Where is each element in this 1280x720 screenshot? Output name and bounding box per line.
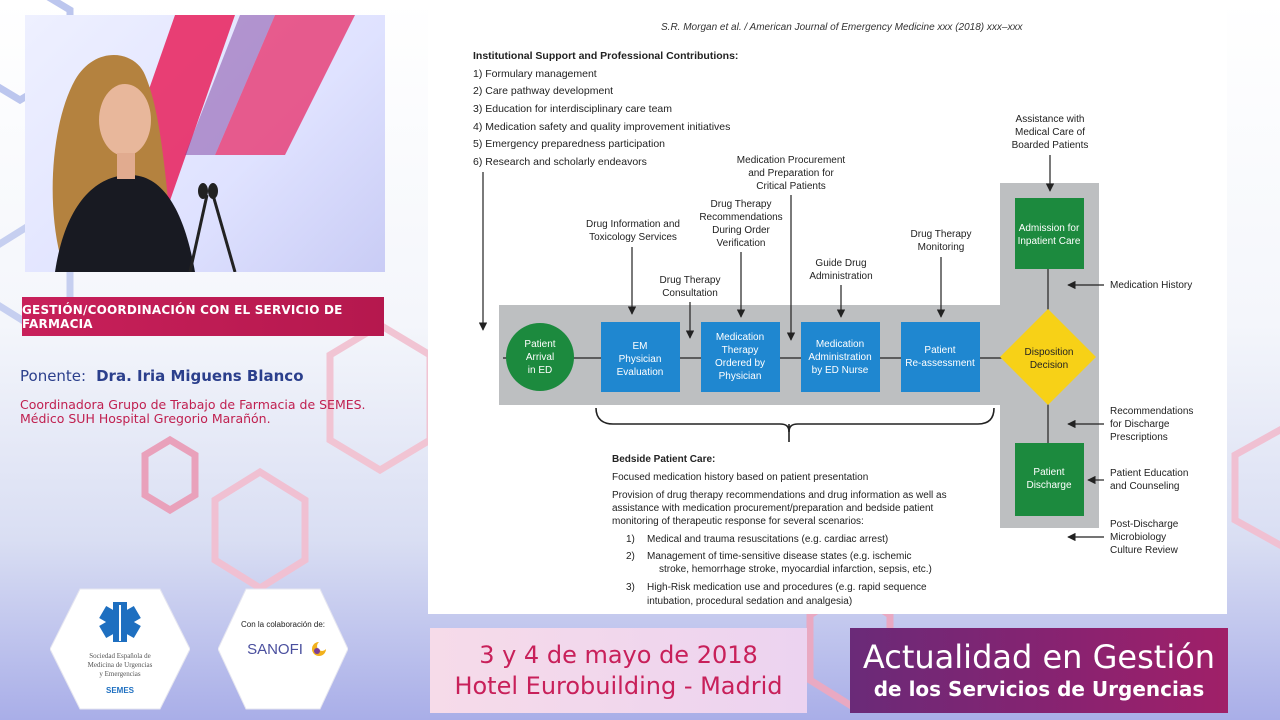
bedside-care-text bbox=[612, 454, 947, 607]
svg-text:Ordered by: Ordered by bbox=[714, 358, 766, 369]
svg-text:Patient: Patient bbox=[524, 339, 556, 350]
svg-text:Management of time-sensitive d: Management of time-sensitive disease states (e.g. ischemic bbox=[647, 551, 912, 562]
svg-text:intubation, procedural sedatio: intubation, procedural sedation and analgesia) bbox=[647, 596, 853, 607]
callout-patient-education bbox=[1088, 468, 1188, 492]
svg-text:Patient Education: Patient Education bbox=[1110, 468, 1189, 479]
svg-text:Decision: Decision bbox=[1029, 360, 1069, 371]
svg-text:Administration: Administration bbox=[808, 352, 872, 363]
svg-text:Recommendations: Recommendations bbox=[1110, 406, 1194, 417]
svg-text:Assistance with: Assistance with bbox=[1015, 114, 1085, 125]
speaker-line bbox=[20, 367, 304, 385]
bedside-brace bbox=[596, 408, 994, 432]
svg-text:Microbiology: Microbiology bbox=[1110, 532, 1167, 543]
callout-boarded-patients bbox=[1012, 114, 1089, 191]
svg-text:Monitoring: Monitoring bbox=[917, 242, 965, 253]
paper-header: S.R. Morgan et al. / American Journal of Emergency Medicine xxx (2018) xxx–xxx bbox=[661, 22, 1023, 33]
svg-text:1): 1) bbox=[626, 534, 635, 545]
svg-text:Con la colaboración de:: Con la colaboración de: bbox=[240, 620, 326, 629]
medication-administration-node bbox=[801, 322, 880, 392]
em-evaluation-node bbox=[601, 322, 680, 392]
svg-text:Inpatient Care: Inpatient Care bbox=[1017, 236, 1081, 247]
svg-text:Arrival: Arrival bbox=[525, 352, 555, 363]
patient-arrival-node bbox=[506, 323, 574, 391]
svg-text:Re-assessment: Re-assessment bbox=[905, 358, 975, 369]
svg-text:Medicina de Urgencias: Medicina de Urgencias bbox=[87, 661, 153, 669]
svg-text:in ED: in ED bbox=[527, 365, 553, 376]
institutional-list bbox=[473, 68, 730, 168]
svg-text:for Discharge: for Discharge bbox=[1110, 419, 1170, 430]
speaker-video bbox=[25, 15, 385, 272]
speaker-illustration bbox=[25, 15, 385, 272]
svg-text:assistance with medication pro: assistance with medication procurement/preparation and bedside patient bbox=[612, 503, 934, 514]
event-subtitle: de los Servicios de Urgencias bbox=[873, 676, 1205, 701]
svg-text:SANOFI: SANOFI bbox=[247, 641, 303, 658]
speaker-affiliation: Médico SUH Hospital Gregorio Marañón. bbox=[20, 411, 271, 426]
svg-text:Provision of drug therapy reco: Provision of drug therapy recommendations and drug information as well as bbox=[612, 490, 947, 501]
svg-text:Recommendations: Recommendations bbox=[699, 212, 783, 223]
svg-text:Toxicology Services: Toxicology Services bbox=[589, 232, 677, 243]
svg-text:Critical Patients: Critical Patients bbox=[756, 181, 826, 192]
svg-text:Post-Discharge: Post-Discharge bbox=[1110, 519, 1179, 530]
svg-text:by ED Nurse: by ED Nurse bbox=[811, 365, 869, 376]
svg-text:Medical Care of: Medical Care of bbox=[1014, 127, 1086, 138]
svg-text:Patient: Patient bbox=[1033, 467, 1065, 478]
svg-text:EM: EM bbox=[632, 341, 648, 352]
svg-text:Admission for: Admission for bbox=[1018, 223, 1080, 234]
svg-text:Disposition: Disposition bbox=[1024, 347, 1074, 358]
svg-text:stroke, hemorrhage stroke, myo: stroke, hemorrhage stroke, myocardial infarction, sepsis, etc.) bbox=[659, 564, 932, 575]
callout-drug-information bbox=[586, 219, 680, 314]
reassessment-node bbox=[901, 322, 980, 392]
svg-text:Drug Therapy: Drug Therapy bbox=[910, 229, 972, 240]
event-title: Actualidad en Gestión bbox=[862, 637, 1216, 676]
svg-text:Guide Drug: Guide Drug bbox=[815, 258, 867, 269]
svg-text:Patient: Patient bbox=[924, 345, 956, 356]
svg-text:3): 3) bbox=[626, 582, 635, 593]
svg-text:and Preparation for: and Preparation for bbox=[748, 168, 834, 179]
institutional-item: 6) Research and scholarly endeavors bbox=[473, 156, 647, 168]
svg-text:Verification: Verification bbox=[716, 238, 766, 249]
semes-logo bbox=[50, 587, 190, 712]
patient-discharge-node bbox=[1015, 443, 1084, 516]
event-date-box bbox=[430, 628, 807, 713]
svg-text:Physician: Physician bbox=[718, 371, 762, 382]
svg-text:Drug Therapy: Drug Therapy bbox=[659, 275, 721, 286]
institutional-item: 1) Formulary management bbox=[473, 68, 597, 80]
svg-text:Evaluation: Evaluation bbox=[616, 367, 664, 378]
svg-text:Medication History: Medication History bbox=[1110, 280, 1193, 291]
callout-drug-monitoring bbox=[911, 229, 972, 317]
svg-text:During Order: During Order bbox=[712, 225, 770, 236]
svg-text:Drug Information and: Drug Information and bbox=[586, 219, 680, 230]
svg-text:Culture Review: Culture Review bbox=[1110, 545, 1178, 556]
admission-node bbox=[1015, 198, 1084, 269]
ed-pharmacist-diagram bbox=[428, 0, 1227, 614]
institutional-item: 3) Education for interdisciplinary care team bbox=[473, 103, 673, 115]
event-venue: Hotel Eurobuilding - Madrid bbox=[454, 671, 783, 700]
svg-text:Medication: Medication bbox=[815, 339, 865, 350]
speaker-name: Dra. Iria Miguens Blanco bbox=[96, 367, 304, 385]
bedside-p1: Focused medication history based on patient presentation bbox=[612, 472, 869, 483]
svg-text:Physician: Physician bbox=[618, 354, 662, 365]
institutional-item: 5) Emergency preparedness participation bbox=[473, 138, 666, 150]
svg-text:Drug Therapy: Drug Therapy bbox=[710, 199, 772, 210]
svg-text:Medication: Medication bbox=[715, 332, 765, 343]
callout-drug-recommendations bbox=[699, 199, 782, 317]
svg-text:monitoring of therapeutic resp: monitoring of therapeutic response for several scenarios: bbox=[612, 516, 864, 527]
svg-text:Medication Procurement: Medication Procurement bbox=[736, 155, 846, 166]
svg-text:High-Risk medication use and p: High-Risk medication use and procedures (e.g. rapid sequence bbox=[647, 582, 927, 593]
svg-text:Medical and trauma resuscitati: Medical and trauma resuscitations (e.g. cardiac arrest) bbox=[647, 534, 889, 545]
svg-text:Therapy: Therapy bbox=[721, 345, 759, 356]
institutional-item: 4) Medication safety and quality improvement initiatives bbox=[473, 121, 731, 133]
slide-document bbox=[428, 0, 1227, 614]
svg-text:Sociedad Española de: Sociedad Española de bbox=[89, 652, 151, 660]
bedside-title: Bedside Patient Care: bbox=[612, 454, 716, 465]
speaker-role: Coordinadora Grupo de Trabajo de Farmacia de SEMES. bbox=[20, 397, 366, 412]
svg-text:Prescriptions: Prescriptions bbox=[1110, 432, 1168, 443]
svg-text:Boarded Patients: Boarded Patients bbox=[1011, 140, 1089, 151]
session-banner: GESTIÓN/COORDINACIÓN CON EL SERVICIO DE FARMACIA bbox=[22, 297, 384, 336]
sanofi-logo bbox=[218, 587, 348, 712]
svg-text:Administration: Administration bbox=[809, 271, 873, 282]
svg-text:SEMES: SEMES bbox=[105, 686, 135, 695]
medication-ordered-node bbox=[701, 322, 780, 392]
institutional-title: Institutional Support and Professional Contributions: bbox=[473, 50, 739, 62]
svg-text:2): 2) bbox=[626, 551, 635, 562]
event-title-box bbox=[850, 628, 1228, 713]
svg-text:Discharge: Discharge bbox=[1026, 480, 1072, 491]
institutional-item: 2) Care pathway development bbox=[473, 85, 614, 97]
svg-text:y Emergencias: y Emergencias bbox=[99, 670, 141, 678]
event-date: 3 y 4 de mayo de 2018 bbox=[479, 640, 758, 669]
svg-text:and Counseling: and Counseling bbox=[1110, 481, 1180, 492]
svg-text:Consultation: Consultation bbox=[662, 288, 718, 299]
speaker-label: Ponente: bbox=[20, 367, 87, 385]
